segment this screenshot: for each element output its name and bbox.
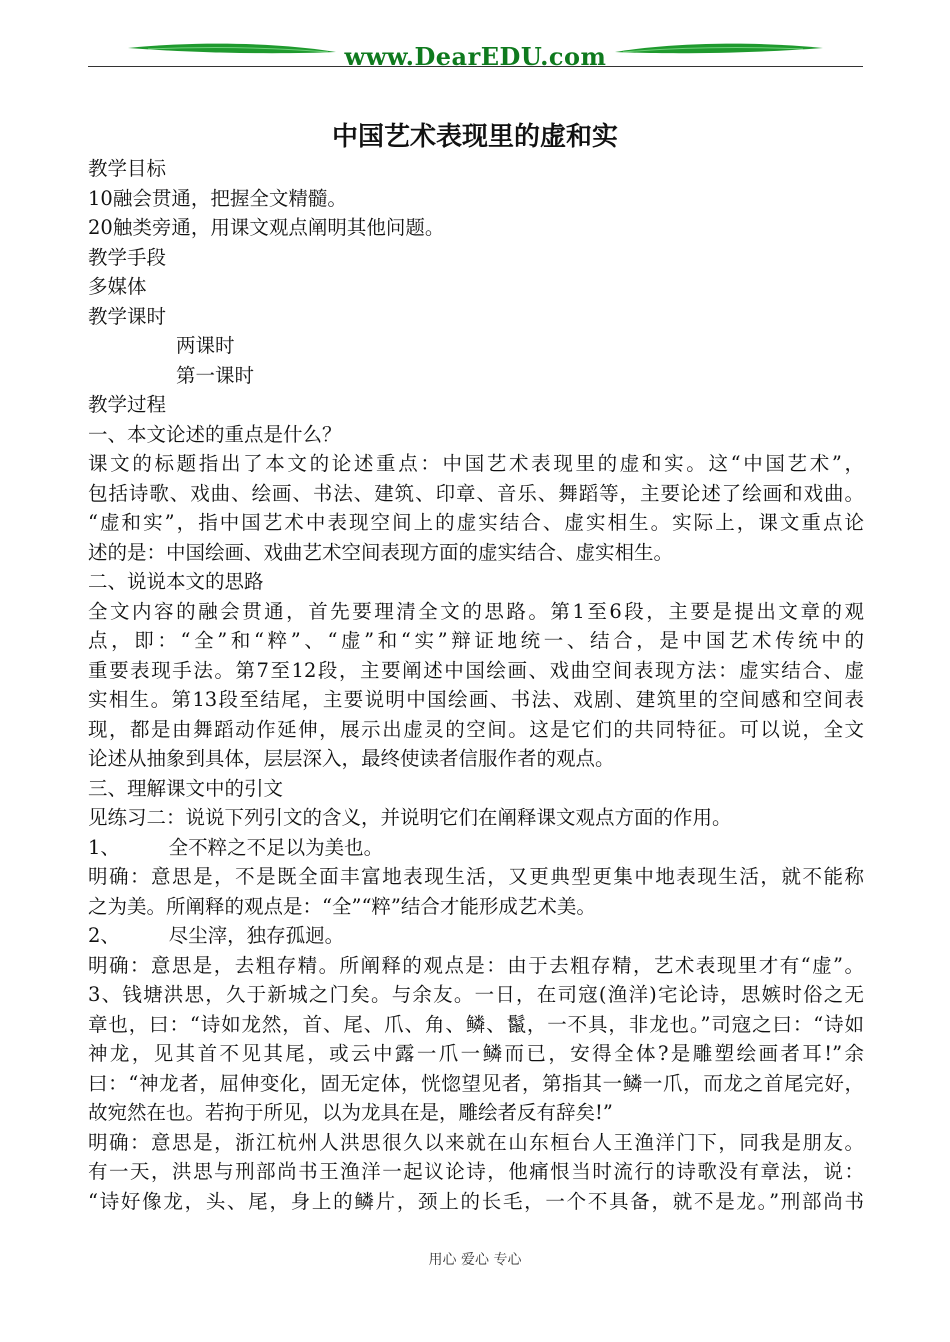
text-line: 两课时 [176, 334, 235, 357]
document-title: 中国艺术表现里的虚和实 [331, 122, 618, 152]
text-line: 教学课时 [88, 304, 167, 328]
text-line: 实相生。第13段至结尾，主要说明中国绘画、书法、戏剧、建筑里的空间感和空间表 [88, 688, 864, 711]
text-line: 3、钱塘洪思，久于新城之门矣。与余友。一日，在司寇(渔洋)宅论诗，思嫉时俗之无 [88, 983, 864, 1006]
text-line: 20触类旁通，用课文观点阐明其他问题。 [88, 216, 445, 239]
text-line: 2、 尽尘滓，独存孤迥。 [88, 924, 345, 947]
text-line: 明确：意思是，浙江杭州人洪思很久以来就在山东桓台人王渔洋门下，同我是朋友。 [88, 1130, 864, 1154]
site-logo-text[interactable]: www.DearEDU.com [344, 42, 607, 71]
text-line: 一、本文论述的重点是什么？ [88, 422, 342, 446]
text-line: 之为美。所阐释的观点是：“全”“粹”结合才能形成艺术美。 [88, 894, 596, 918]
text-line: 神龙，见其首不见其尾，或云中露一爪一鳞而已，安得全体?是雕塑绘画者耳!”余 [88, 1042, 864, 1065]
text-line: 课文的标题指出了本文的论述重点：中国艺术表现里的虚和实。这“中国艺术”， [88, 452, 864, 475]
header-divider [88, 66, 863, 67]
text-line: 多媒体 [88, 275, 147, 298]
document-body [88, 154, 864, 1216]
text-line: 述的是：中国绘画、戏曲艺术空间表现方面的虚实结合、虚实相生。 [88, 540, 674, 564]
text-line: 三、理解课文中的引文 [88, 776, 284, 800]
text-line: 故宛然在也。若拘于所见，以为龙具在是，雕绘者反有辞矣!” [88, 1101, 613, 1124]
text-line: 曰：“神龙者，屈伸变化，固无定体，恍惚望见者，第指其一鳞一爪，而龙之首尾完好， [88, 1071, 864, 1095]
text-line: 教学手段 [88, 245, 167, 269]
text-line: 论述从抽象到具体，层层深入，最终使读者信服作者的观点。 [88, 747, 615, 770]
page-footer: 用心 爱心 专心 [428, 1252, 522, 1268]
text-line: 有一天，洪思与刑部尚书王渔洋一起议论诗，他痛恨当时流行的诗歌没有章法，说： [88, 1160, 864, 1183]
text-line: 二、说说本文的思路 [88, 570, 264, 593]
text-line: 见练习二：说说下列引文的含义，并说明它们在阐释课文观点方面的作用。 [88, 806, 732, 829]
text-line: 包括诗歌、戏曲、绘画、书法、建筑、印章、音乐、舞蹈等，主要论述了绘画和戏曲。 [88, 481, 864, 505]
text-line: 教学过程 [88, 393, 167, 416]
text-line: 章也，曰：“诗如龙然，首、尾、爪、角、鳞、鬣，一不具，非龙也。”司寇之曰：“诗如 [88, 1012, 864, 1036]
text-line: 重要表现手法。第7至12段，主要阐述中国绘画、戏曲空间表现方法：虚实结合、虚 [88, 658, 864, 682]
text-line: 现，都是由舞蹈动作延伸，展示出虚灵的空间。这是它们的共同特征。可以说，全文 [88, 717, 864, 741]
text-line: 教学目标 [88, 157, 167, 180]
text-line: “诗好像龙，头、尾，身上的鳞片，颈上的长毛，一个不具备，就不是龙。”刑部尚书 [88, 1189, 864, 1213]
site-header [88, 30, 863, 70]
text-line: 全文内容的融会贯通，首先要理清全文的思路。第1至6段，主要是提出文章的观 [88, 599, 864, 623]
text-line: 第一课时 [176, 363, 255, 387]
text-line: 1、 全不粹之不足以为美也。 [88, 835, 384, 859]
text-line: 10融会贯通，把握全文精髓。 [88, 186, 347, 210]
text-line: 点，即：“全”和“粹”、“虚”和“实”辩证地统一、结合，是中国艺术传统中的 [88, 629, 864, 652]
text-line: 明确：意思是，去粗存精。所阐释的观点是：由于去粗存精，艺术表现里才有“虚”。 [88, 953, 864, 977]
text-line: “虚和实”，指中国艺术中表现空间上的虚实结合、虚实相生。实际上，课文重点论 [88, 511, 864, 534]
text-line: 明确：意思是，不是既全面丰富地表现生活，又更典型更集中地表现生活，就不能称 [88, 865, 864, 888]
